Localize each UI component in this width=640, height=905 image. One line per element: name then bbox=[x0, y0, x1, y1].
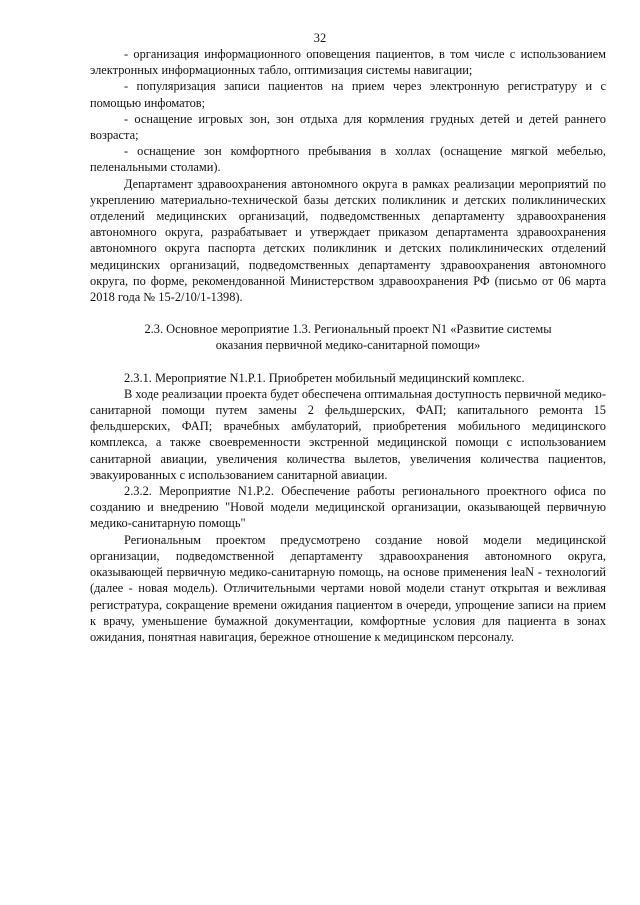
bullet-item-4: - оснащение зон комфортного пребывания в холлах (оснащение мягкой мебелью, пеленальными столами). bbox=[90, 144, 606, 175]
bullet-item-2: - популяризация записи пациентов на прием через электронную регистратуру и с помощью инфоматов; bbox=[90, 79, 606, 110]
subsection-2-3-1-text: В ходе реализации проекта будет обеспечена оптимальная доступность первичной медико-санитарной помощи путем замены 2 фельдшерских, ФАП; капитального ремонта 15 фельдшерских, ФАП; врачебных амбулаторий, приобретения мобильного медицинского комплекса, а также своевременности экстренной медицинской помощи с использованием санитарной авиации, увеличения количества вылетов, увеличения количества пациентов, эвакуированных с использованием санитарной авиации. bbox=[90, 386, 606, 482]
document-body bbox=[90, 46, 606, 645]
department-paragraph: Департамент здравоохранения автономного округа в рамках реализации мероприятий по укреплению материально-технической базы детских поликлиник и детских поликлинических отделений медицинских организаций, подведомственных департаменту здравоохранения автономного округа, разрабатывает и утверждает приказом департамента здравоохранения автономного округа паспорта детских поликлиник и детских поликлинических отделений медицинских организаций, подведомственных департаменту здравоохранения автономного округа, по форме, рекомендованной Министерством здравоохранения РФ (письмо от 06 марта 2018 года № 15-2/10/1-1398). bbox=[90, 176, 606, 305]
page-number: 32 bbox=[313, 31, 327, 45]
subsection-2-3-2-text: Региональным проектом предусмотрено создание новой модели медицинской организации, подведомственной департаменту здравоохранения автономного округа, оказывающей первичную медико-санитарную помощь, на основе применения leaN - технологий (далее - новая модель). Отличительными чертами новой модели станут открытая и вежливая регистратура, сокращение времени ожидания пациентом в очереди, упрощение записи на прием к врачу, уменьшение бумажной документации, комфортные условия для пациента в зонах ожидания, понятная навигация, бережное отношение к медицинском персоналу. bbox=[90, 532, 606, 644]
section-heading: 2.3. Основное мероприятие 1.3. Региональный проект N1 «Развитие системы оказания первичной медико-санитарной помощи» bbox=[144, 322, 552, 353]
bullet-item-1: - организация информационного оповещения пациентов, в том числе с использованием электронных информационных табло, оптимизация системы навигации; bbox=[90, 47, 606, 78]
subsection-2-3-2-title: 2.3.2. Мероприятие N1.P.2. Обеспечение работы регионального проектного офиса по созданию и внедрению "Новой модели медицинской организации, оказывающей первичную медико-санитарную помощь" bbox=[90, 484, 606, 531]
bullet-item-3: - оснащение игровых зон, зон отдыха для кормления грудных детей и детей раннего возраста; bbox=[90, 111, 606, 143]
bullet-list bbox=[90, 46, 606, 176]
subsection-2-3-1-title: 2.3.1. Мероприятие N1.P.1. Приобретен мобильный медицинский комплекс. bbox=[124, 370, 525, 385]
